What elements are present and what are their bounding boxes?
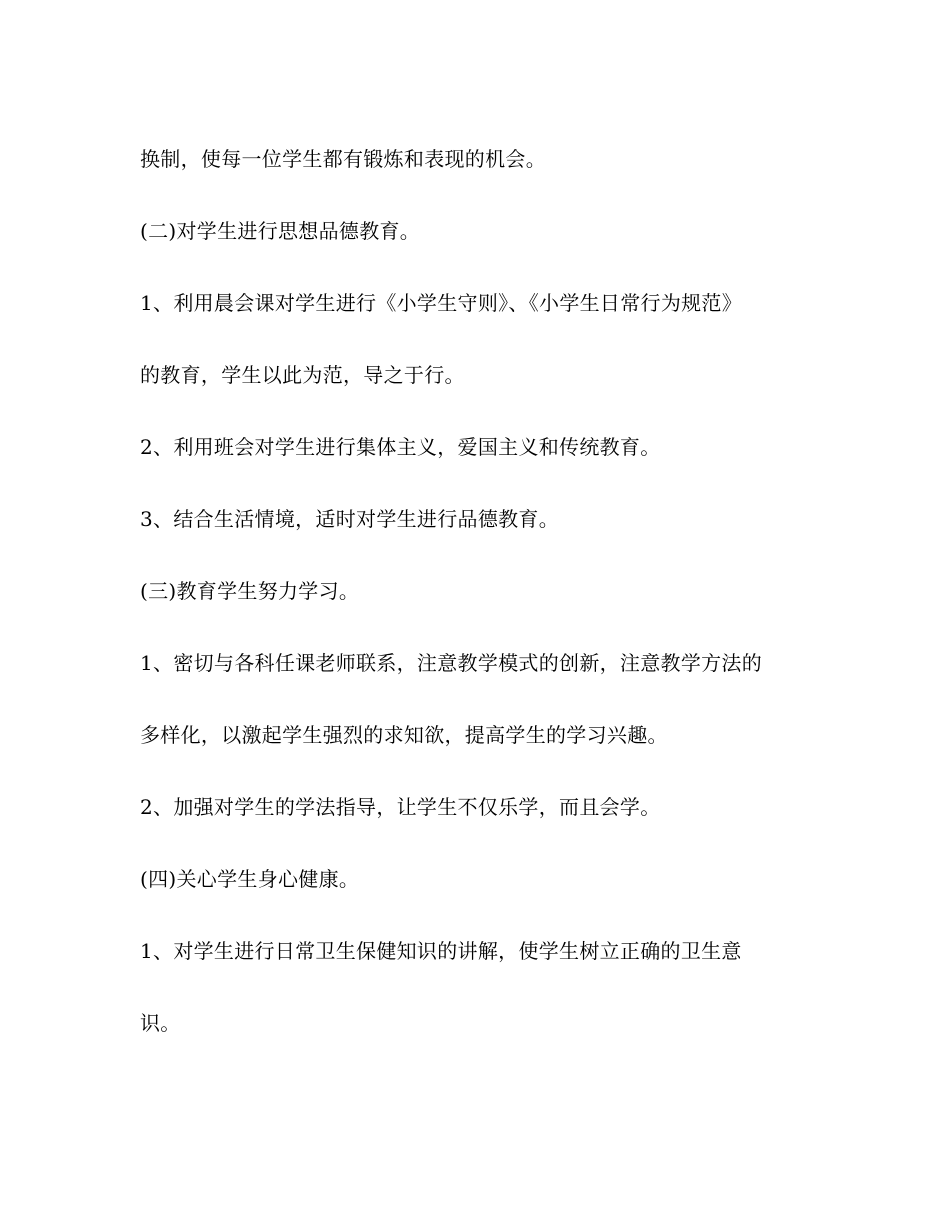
text-line: 的教育，学生以此为范，导之于行。 — [140, 363, 465, 387]
text-line: 换制，使每一位学生都有锻炼和表现的机会。 — [140, 147, 546, 171]
text-line: 2、加强对学生的学法指导，让学生不仅乐学，而且会学。 — [140, 795, 661, 819]
text-line: 3、结合生活情境，适时对学生进行品德教育。 — [140, 507, 560, 531]
section-heading: (二)对学生进行思想品德教育。 — [140, 219, 421, 243]
text-line: 1、对学生进行日常卫生保健知识的讲解，使学生树立正确的卫生意 — [140, 939, 742, 963]
text-line: 1、利用晨会课对学生进行《小学生守则》、《小学生日常行为规范》 — [140, 291, 743, 315]
text-line: 1、密切与各科任课老师联系，注意教学模式的创新，注意教学方法的 — [140, 651, 763, 675]
text-line: 多样化，以激起学生强烈的求知欲，提高学生的学习兴趣。 — [140, 723, 668, 747]
text-line: 识。 — [140, 1011, 181, 1035]
document-body — [140, 132, 820, 1068]
text-line: 2、利用班会对学生进行集体主义，爱国主义和传统教育。 — [140, 435, 661, 459]
section-heading: (四)关心学生身心健康。 — [140, 867, 360, 891]
section-heading: (三)教育学生努力学习。 — [140, 579, 360, 603]
